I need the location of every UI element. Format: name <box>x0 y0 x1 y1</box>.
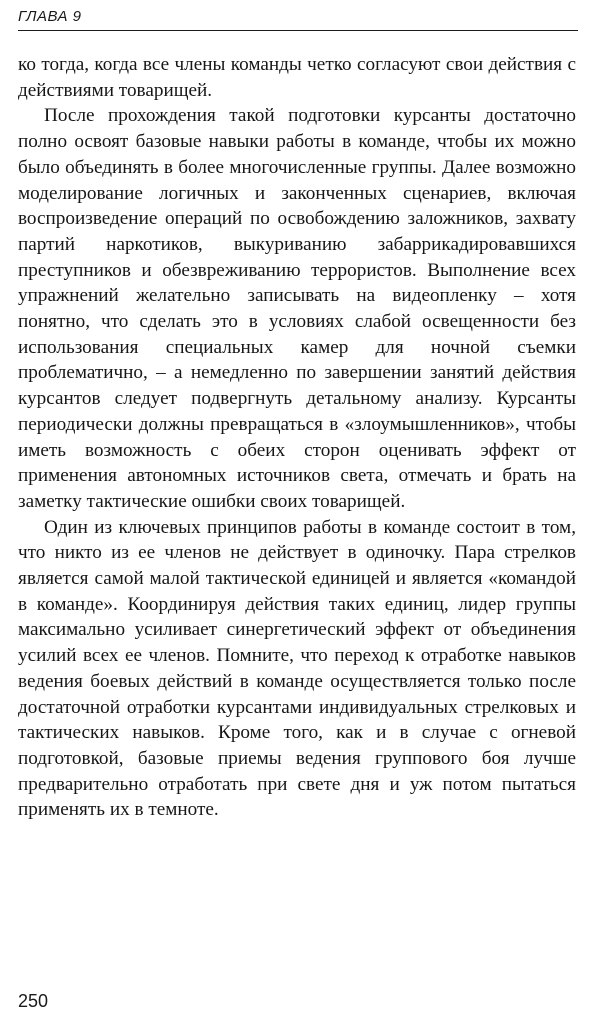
running-head <box>18 6 578 31</box>
body-text <box>18 52 576 823</box>
paragraph-continuation: ко тогда, когда все члены команды четко согласуют свои действия с действиями товарищей. <box>18 54 576 101</box>
paragraph: После прохождения такой подготовки курсанты достаточно полно освоят базовые навыки работы в команде, чтобы их можно было объединять в более многочисленные группы. Далее возможно моделирование логичных и законченных сценариев, включая воспроизведение операций по освобождению заложников, захвату партий наркотиков, выкуриванию забаррикадировавшихся преступников и обезвреживанию террористов. Выполнение всех упражнений желательно записывать на видеопленку – хотя понятно, что сделать это в условиях слабой освещенности без использования специальных камер для ночной съемки проблематично, – а немедленно по завершении занятий действия курсантов следует подвергнуть детальному анализу. Курсанты периодически должны превращаться в «злоумышленников», чтобы иметь возможность с обеих сторон оценивать эффект от применения автономных источников света, отмечать и брать на заметку тактические ошибки своих товарищей. <box>18 105 576 512</box>
page-number: 250 <box>18 991 49 1011</box>
chapter-label: ГЛАВА 9 <box>18 8 82 25</box>
paragraph: Один из ключевых принципов работы в команде состоит в том, что никто из ее членов не действует в одиночку. Пара стрелков является самой малой тактической единицей и является «командой в команде». Координируя действия таких единиц, лидер группы максимально усиливает синергетический эффект от объединения усилий всех ее членов. Помните, что переход к отработке навыков ведения боевых действий в команде осуществляется только после достаточной отработки курсантами индивидуальных стрелковых и тактических навыков. Кроме того, как и в случае с огневой подготовкой, базовые приемы ведения группового боя лучше предварительно отработать при свете дня и уж потом пытаться применять их в темноте. <box>18 516 576 821</box>
